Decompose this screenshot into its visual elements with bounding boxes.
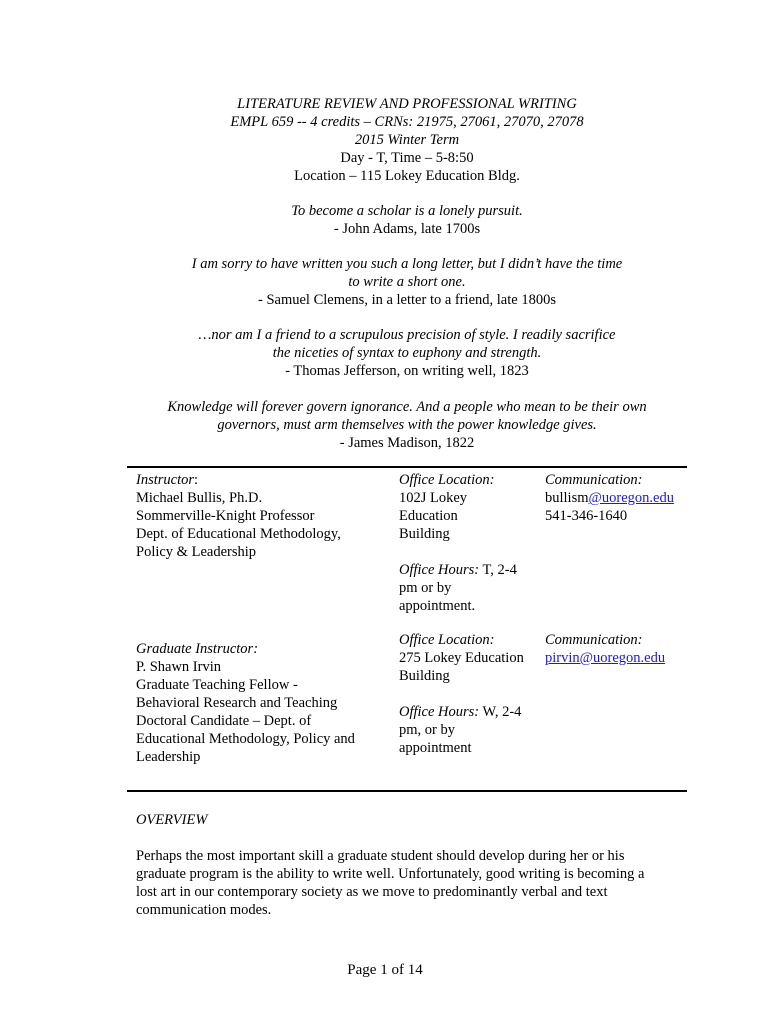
communication-label: Communication: <box>545 472 643 488</box>
quote-attribution: - Samuel Clemens, in a letter to a friend, late 1800s <box>258 292 556 308</box>
page-number: Page 1 of 14 <box>347 962 423 978</box>
office-location-line: 275 Lokey Education <box>399 650 524 666</box>
office-location-line: Education <box>399 508 458 524</box>
instructor-name: Michael Bullis, Ph.D. <box>136 490 263 506</box>
overview-line: lost art in our contemporary society as we move to predominantly verbal and text <box>136 884 608 900</box>
office-location-label: Office Location: <box>399 472 495 488</box>
office-location-line: Building <box>399 668 450 684</box>
grad-instructor-line: Doctoral Candidate – Dept. of <box>136 713 312 729</box>
quote-clemens <box>100 255 714 309</box>
quote-text: the niceties of syntax to euphony and strength. <box>272 345 542 361</box>
quote-madison <box>100 398 714 452</box>
overview-line: communication modes. <box>136 902 272 918</box>
quote-attribution: - James Madison, 1822 <box>339 435 475 451</box>
email-user: bullism <box>545 490 589 506</box>
overview-paragraph <box>136 847 686 919</box>
phone-number: 541-346-1640 <box>545 508 628 524</box>
grad-instructor-line: Graduate Teaching Fellow - <box>136 677 298 693</box>
office-hours-label: Office Hours: <box>399 562 480 578</box>
table-top-rule <box>127 466 687 468</box>
quote-jefferson <box>100 326 714 380</box>
overview-line: graduate program is the ability to write well. Unfortunately, good writing is becoming a <box>136 866 645 882</box>
office-location-label: Office Location: <box>399 632 495 648</box>
instructor-communication <box>545 471 674 525</box>
communication-label: Communication: <box>545 632 643 648</box>
overview-heading: OVERVIEW <box>136 812 208 828</box>
instructor-role: Instructor <box>136 472 194 488</box>
quote-text: I am sorry to have written you such a long letter, but I didn’t have the time <box>191 256 623 272</box>
quote-attribution: - John Adams, late 1700s <box>333 221 481 237</box>
office-location-line: 102J Lokey <box>399 490 468 506</box>
grad-instructor-line: Educational Methodology, Policy and <box>136 731 355 747</box>
grad-instructor-line: Behavioral Research and Teaching <box>136 695 338 711</box>
overview-line: Perhaps the most important skill a graduate student should develop during her or his <box>136 848 625 864</box>
course-header <box>100 95 714 185</box>
office-hours-value: T, 2-4 <box>479 562 517 578</box>
grad-instructor-info <box>136 640 355 766</box>
office-hours-value: W, 2-4 <box>479 704 522 720</box>
quote-text: …nor am I a friend to a scrupulous precision of style. I readily sacrifice <box>198 327 616 343</box>
quote-attribution: - Thomas Jefferson, on writing well, 1823 <box>285 363 529 379</box>
quote-text: to write a short one. <box>348 274 466 290</box>
course-day-time: Day - T, Time – 5-8:50 <box>340 150 474 166</box>
quote-text: Knowledge will forever govern ignorance. And a people who mean to be their own <box>167 399 647 415</box>
quote-text: governors, must arm themselves with the power knowledge gives. <box>217 417 597 433</box>
quote-text: To become a scholar is a lonely pursuit. <box>291 203 523 219</box>
instructor-info: Instructor: Michael Bullis, Ph.D. Sommerville-Knight Professor Dept. of Educational Methodology, Policy & Leadership <box>136 472 341 560</box>
grad-instructor-role: Graduate Instructor: <box>136 641 259 657</box>
grad-instructor-office <box>399 631 524 757</box>
instructor-dept: Dept. of Educational Methodology, <box>136 526 341 542</box>
course-title: LITERATURE REVIEW AND PROFESSIONAL WRITING <box>237 96 577 112</box>
course-term: 2015 Winter Term <box>354 132 460 148</box>
instructor-office <box>399 471 517 615</box>
grad-instructor-communication <box>545 631 665 667</box>
instructor-title: Sommerville-Knight Professor <box>136 508 315 524</box>
grad-instructor-name: P. Shawn Irvin <box>136 659 221 675</box>
office-hours-line: appointment. <box>399 598 476 614</box>
office-hours-label: Office Hours: <box>399 704 480 720</box>
table-bottom-rule <box>127 790 687 792</box>
course-location: Location – 115 Lokey Education Bldg. <box>294 168 520 184</box>
grad-instructor-line: Leadership <box>136 749 201 765</box>
office-hours-line: pm, or by <box>399 722 455 738</box>
office-hours-line: pm or by <box>399 580 452 596</box>
office-hours-line: appointment <box>399 740 472 756</box>
office-location-line: Building <box>399 526 450 542</box>
course-line: EMPL 659 -- 4 credits – CRNs: 21975, 27061, 27070, 27078 <box>230 114 584 130</box>
email-link[interactable]: @uoregon.edu <box>588 490 674 506</box>
instructor-dept-cont: Policy & Leadership <box>136 544 257 560</box>
quote-adams <box>100 202 714 238</box>
email-link[interactable]: pirvin@uoregon.edu <box>545 650 666 666</box>
